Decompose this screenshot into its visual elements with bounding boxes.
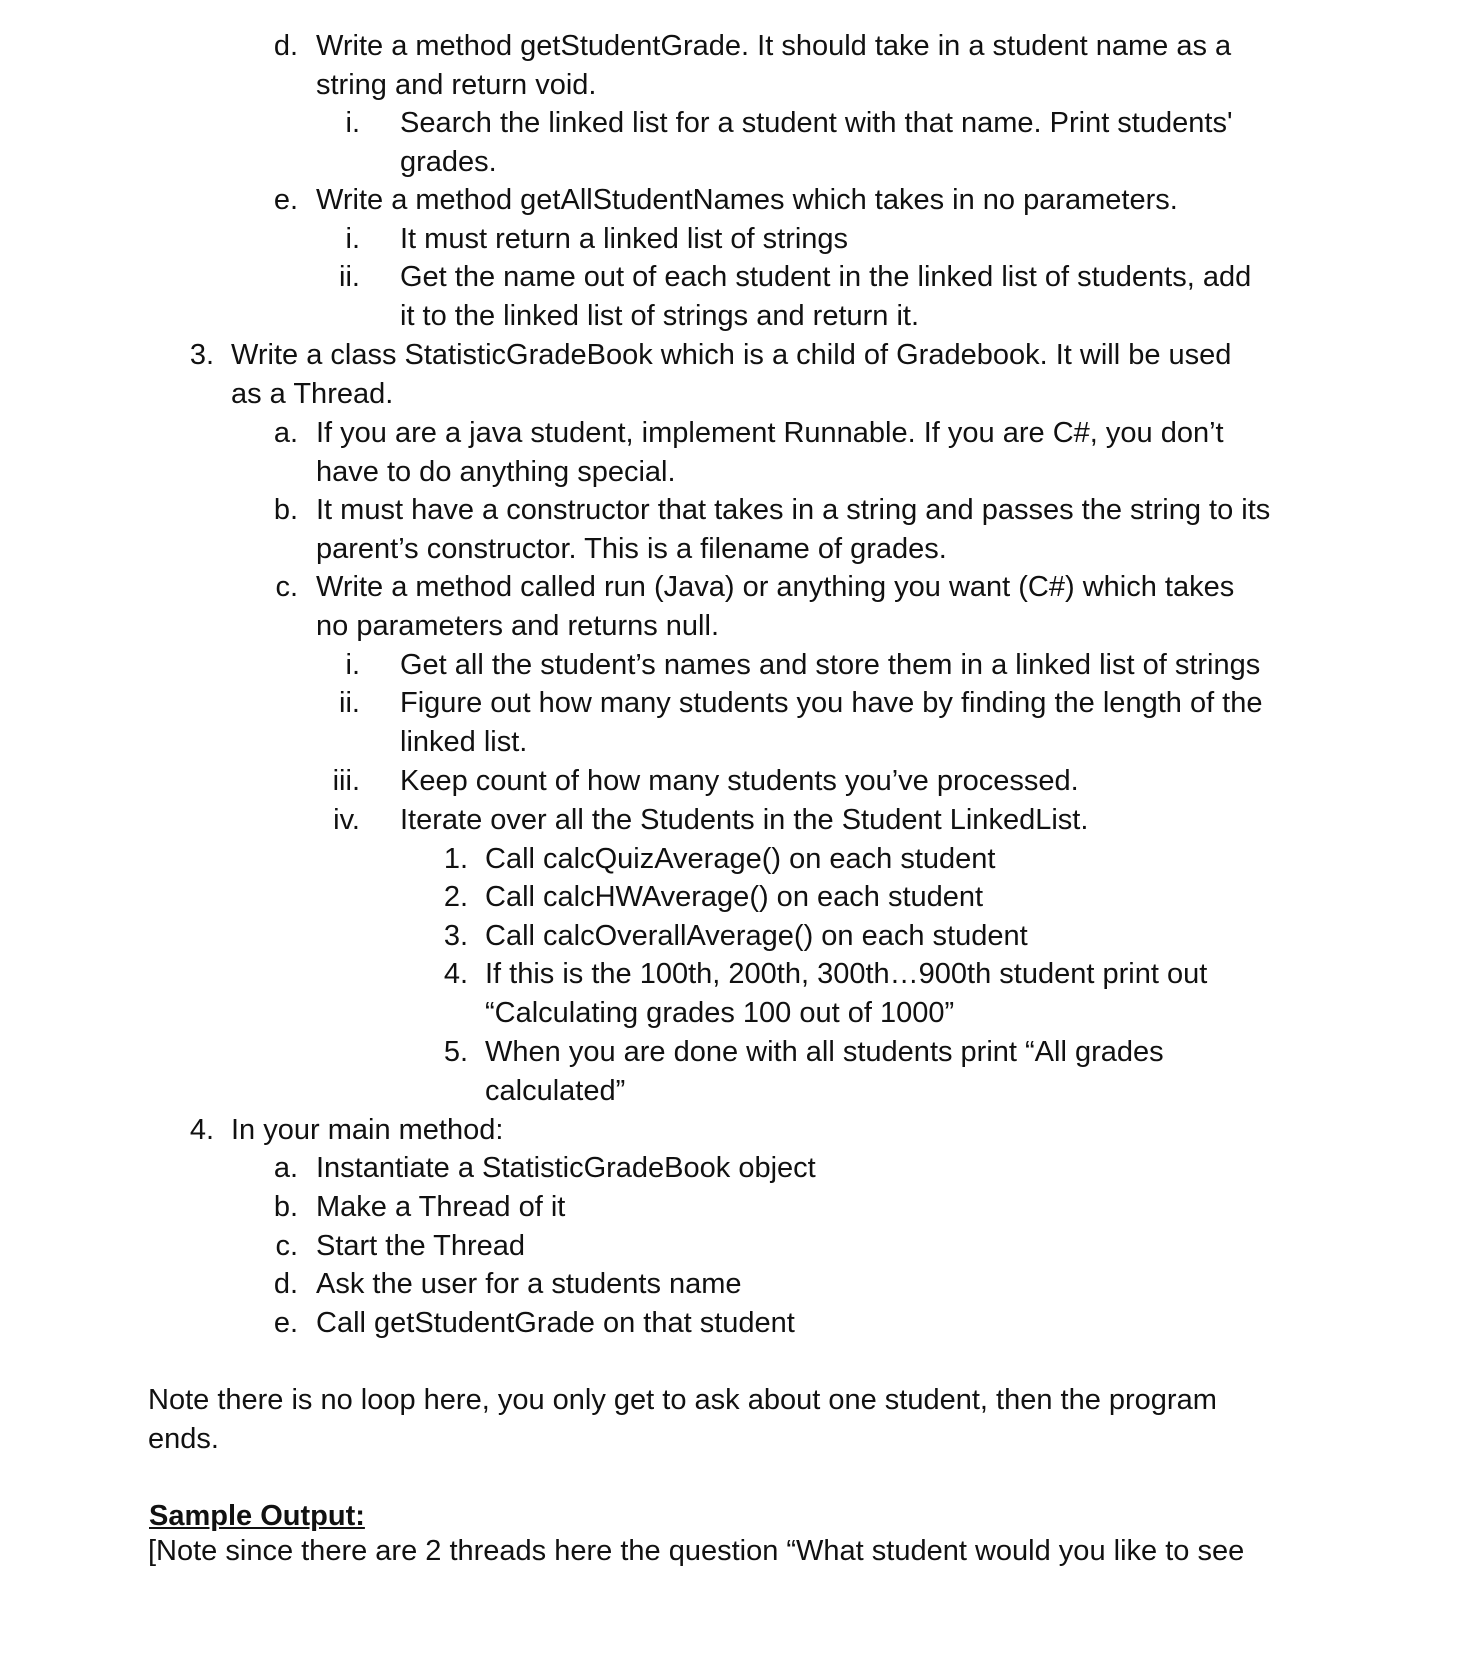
list-item-text: It must return a linked list of strings bbox=[400, 223, 849, 255]
list-item-text: Search the linked list for a student with that name. Print students' bbox=[400, 107, 1233, 139]
list-item-text: Figure out how many students you have by finding the length of the bbox=[400, 687, 1263, 719]
list-marker: e. bbox=[273, 184, 298, 216]
note-paragraph-line: Note there is no loop here, you only get to ask about one student, then the program bbox=[148, 1384, 1217, 1416]
list-item-text: In your main method: bbox=[231, 1114, 504, 1146]
list-item-text: Iterate over all the Students in the Student LinkedList. bbox=[400, 804, 1089, 836]
list-item-text: When you are done with all students print “All grades bbox=[485, 1036, 1164, 1068]
list-marker: i. bbox=[345, 223, 360, 255]
sample-output-heading: Sample Output: bbox=[149, 1500, 365, 1532]
list-item-text: Call calcHWAverage() on each student bbox=[485, 881, 984, 913]
list-marker: c. bbox=[275, 1230, 298, 1262]
list-item-text: no parameters and returns null. bbox=[316, 610, 719, 642]
list-item-text: have to do anything special. bbox=[316, 456, 676, 488]
list-marker: a. bbox=[273, 417, 298, 449]
list-marker: a. bbox=[273, 1152, 298, 1184]
list-marker: b. bbox=[273, 494, 298, 526]
sample-output-note-line: [Note since there are 2 threads here the question “What student would you like to see bbox=[148, 1535, 1245, 1567]
list-item-text: calculated” bbox=[485, 1075, 626, 1107]
list-marker: 4. bbox=[189, 1114, 214, 1146]
list-item-text: it to the linked list of strings and return it. bbox=[400, 300, 920, 332]
list-item-text: Instantiate a StatisticGradeBook object bbox=[316, 1152, 816, 1184]
list-marker: iii. bbox=[332, 765, 360, 797]
list-item-text: as a Thread. bbox=[231, 378, 394, 410]
list-item-text: grades. bbox=[400, 146, 497, 178]
list-marker: 3. bbox=[443, 920, 468, 952]
list-item-text: Keep count of how many students you’ve processed. bbox=[400, 765, 1079, 797]
list-marker: ii. bbox=[339, 261, 360, 293]
list-marker: d. bbox=[273, 1268, 298, 1300]
list-item-text: parent’s constructor. This is a filename of grades. bbox=[316, 533, 947, 565]
list-item-text: Call calcOverallAverage() on each student bbox=[485, 920, 1028, 952]
list-item-text: Write a class StatisticGradeBook which is a child of Gradebook. It will be used bbox=[231, 339, 1232, 371]
list-marker: 2. bbox=[443, 881, 468, 913]
list-marker: 1. bbox=[443, 843, 468, 875]
list-item-text: Call getStudentGrade on that student bbox=[316, 1307, 795, 1339]
list-item-text: Write a method getAllStudentNames which takes in no parameters. bbox=[316, 184, 1178, 216]
list-item-text: Make a Thread of it bbox=[316, 1191, 566, 1223]
list-item-text: Write a method getStudentGrade. It should take in a student name as a bbox=[316, 30, 1232, 62]
list-item-text: string and return void. bbox=[316, 69, 597, 101]
note-paragraph-line: ends. bbox=[148, 1423, 219, 1455]
list-marker: ii. bbox=[339, 687, 360, 719]
list-marker: 5. bbox=[443, 1036, 468, 1068]
list-marker: 3. bbox=[189, 339, 214, 371]
list-item-text: Write a method called run (Java) or anything you want (C#) which takes bbox=[316, 571, 1235, 603]
list-marker: e. bbox=[273, 1307, 298, 1339]
list-marker: b. bbox=[273, 1191, 298, 1223]
list-item-text: If this is the 100th, 200th, 300th…900th student print out bbox=[485, 958, 1208, 990]
list-item-text: If you are a java student, implement Runnable. If you are C#, you don’t bbox=[316, 417, 1224, 449]
list-item-text: Call calcQuizAverage() on each student bbox=[485, 843, 996, 875]
list-item-text: “Calculating grades 100 out of 1000” bbox=[485, 997, 955, 1029]
list-item-text: Ask the user for a students name bbox=[316, 1268, 742, 1300]
list-item-text: linked list. bbox=[400, 726, 528, 758]
list-item-text: Get the name out of each student in the linked list of students, add bbox=[400, 261, 1252, 293]
list-marker: d. bbox=[273, 30, 298, 62]
list-marker: 4. bbox=[443, 958, 468, 990]
list-marker: c. bbox=[275, 571, 298, 603]
list-item-text: It must have a constructor that takes in a string and passes the string to its bbox=[316, 494, 1271, 526]
list-item-text: Get all the student’s names and store them in a linked list of strings bbox=[400, 649, 1261, 681]
list-marker: i. bbox=[345, 649, 360, 681]
list-marker: i. bbox=[345, 107, 360, 139]
list-marker: iv. bbox=[333, 804, 360, 836]
list-item-text: Start the Thread bbox=[316, 1230, 526, 1262]
